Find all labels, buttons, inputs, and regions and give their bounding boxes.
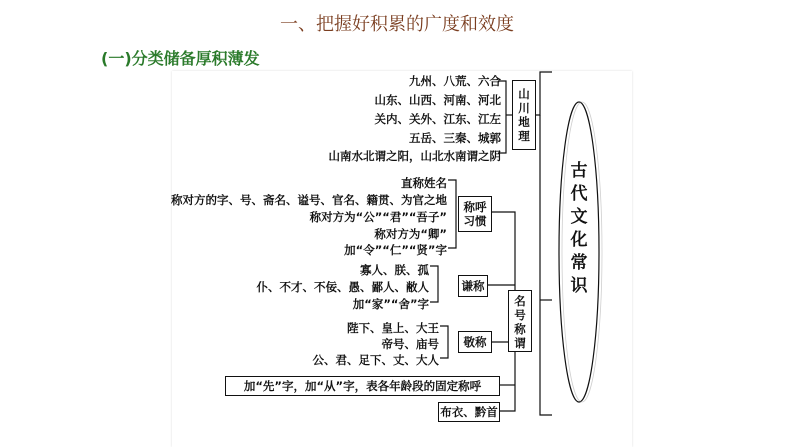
habits-item: 加“令”“仁”“贤”字: [344, 243, 447, 257]
habits-item: 称对方的字、号、斋名、谥号、官名、籍贯、为官之地: [171, 193, 447, 207]
names-label-box: 名号称谓: [508, 290, 532, 352]
root-bracket-names: [540, 115, 552, 415]
humble-item: 加“家”“舍”字: [352, 297, 429, 311]
humble-bracket: [430, 266, 438, 302]
mountains-item: 九州、八荒、六合: [409, 74, 501, 88]
habits-item: 直称姓名: [401, 176, 447, 190]
respect-item: 陛下、皇上、大王: [347, 321, 439, 335]
commoner-box: 布衣、黔首: [438, 402, 500, 422]
habits-item: 称对方为“卿”: [374, 227, 447, 241]
age-terms-box: 加“先”字，加“从”字，表各年龄段的固定称呼: [225, 376, 500, 396]
root-bracket-mountains: [536, 72, 552, 115]
mountains-label-box: 山川地理: [512, 80, 536, 150]
respect-label-box: 敬称: [458, 331, 492, 353]
humble-label-box: 谦称: [458, 275, 488, 297]
mountains-item: 山南水北谓之阳，山北水南谓之阴: [328, 149, 501, 163]
humble-item: 寡人、朕、孤: [360, 263, 429, 277]
respect-item: 公、君、足下、丈、大人: [312, 353, 439, 367]
respect-bracket: [440, 326, 448, 358]
respect-item: 帝号、庙号: [381, 337, 439, 351]
humble-item: 仆、不才、不佞、愚、鄙人、敝人: [256, 280, 429, 294]
habits-item: 称对方为“公”“君”“吾子”: [309, 210, 447, 224]
root-label: 古代文化常识: [570, 161, 588, 296]
slide-title: 一、把握好积累的广度和效度: [280, 14, 514, 35]
mountains-item: 关内、关外、江东、江左: [374, 112, 501, 126]
mountains-item: 五岳、三秦、城郭: [409, 131, 501, 145]
section-subtitle: (一)分类储备厚积薄发: [101, 49, 260, 68]
habits-label-box: 称呼习惯: [458, 196, 492, 232]
habits-bracket: [448, 180, 456, 248]
mountains-item: 山东、山西、河南、河北: [374, 93, 501, 107]
